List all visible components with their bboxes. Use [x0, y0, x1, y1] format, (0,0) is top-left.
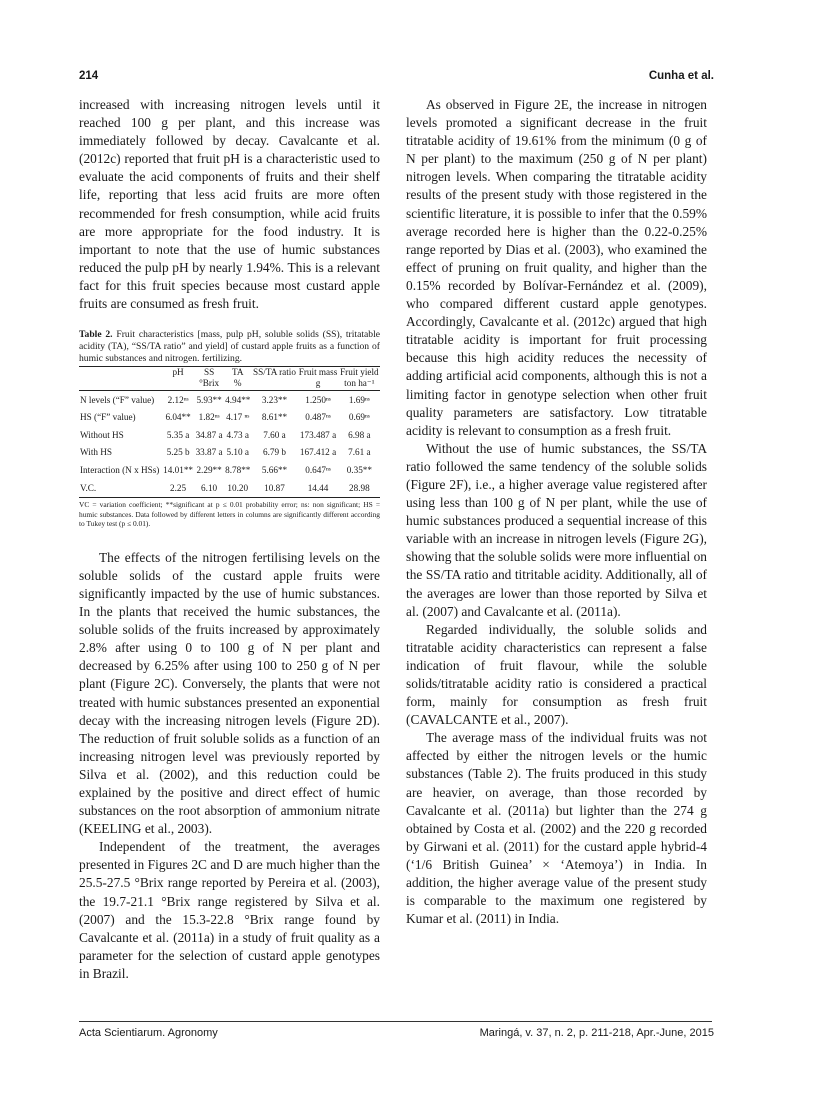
table-cell: 4.73 a: [226, 429, 249, 440]
table-cell: 8.61**: [261, 412, 288, 423]
table-cell: 0.647ⁿˢ: [305, 465, 331, 476]
table-cell: N levels (“F” value): [80, 394, 155, 405]
right-column: [406, 96, 707, 928]
table-header-cell: Fruit mass: [298, 367, 338, 378]
table-caption: [79, 329, 380, 365]
table-cell: 6.04**: [165, 412, 191, 423]
table-cell: 0.69ⁿˢ: [348, 412, 370, 423]
table-cell: 10.20: [227, 482, 249, 493]
table-row: [79, 427, 380, 445]
table-cell: 5.25 b: [166, 447, 190, 458]
table-row: [79, 391, 380, 409]
journal-citation: Maringá, v. 37, n. 2, p. 211-218, Apr.-June, 2015: [479, 1027, 714, 1039]
paragraph: increased with increasing nitrogen levels until it reached 100 g per plant, and this increase was immediately followed by decay. Cavalcante et al. (2012c) reported that fruit pH is a characteristic used to evaluate the acid components of fruits and their shelf life, reporting that less acid fruits are more often recommended for fresh consumption, while acid fruits are more appropriate for the food industry. It is important to note that the use of humic substances reduced the pulp pH by nearly 1.94%. This is a relevant fact for this fruit species because most custard apple fruits are consumed as fresh fruit.: [79, 97, 380, 312]
table-cell: 14.01**: [163, 465, 193, 476]
table-cell: 6.98 a: [348, 429, 371, 440]
table-header-cell: SS/TA ratio: [253, 367, 296, 378]
table-cell: 0.487ⁿˢ: [305, 412, 331, 423]
results-table: [79, 366, 380, 498]
table-header-cell: [79, 367, 162, 379]
table-row: [79, 409, 380, 427]
table-unit-cell: [252, 378, 298, 391]
table-caption-text: Fruit characteristics [mass, pulp pH, soluble solids (SS), tritatable acidity (TA), “SS/TA ratio” and yield] of custard apple fruits as a function of humic substances and nitrogen. fertilizing.: [79, 329, 380, 365]
paragraph: Regarded individually, the soluble solids and titratable acidity characteristics can represent a false indication of fruit flavour, while the soluble solids/titratable acidity ratio is considered a practical form, mainly for consumption as fresh fruit (CAVALCANTE et al., 2007).: [406, 621, 707, 728]
table-header-cell: pH: [172, 367, 184, 378]
paragraph: The average mass of the individual fruits was not affected by either the nitrogen levels or the humic substances (Table 2). The fruits produced in this study are heavier, on average, than those recorded by Cavalcante et al. (2011a) but lighter than the 274 g obtained by Costa et al. (2002) and the 220 g recorded by Girwani et al. (2011) for the custard apple hybrid-4 (‘1/6 British Guinea’ × ‘Atemoya’) in India. In addition, the higher average value of the present study is comparable to the maximum one registered by Kumar et al. (2011) in India.: [406, 730, 707, 927]
table-row: [79, 479, 380, 497]
running-author: Cunha et al.: [648, 70, 714, 82]
table-cell: Interaction (N x HSs): [80, 465, 160, 476]
paragraph: The effects of the nitrogen fertilising levels on the soluble solids of the custard apple fruits were significantly impacted by the use of humic substances. In the plants that received the humic substances, the soluble solids of the fruits increased by approximately 2.8% after using 0 to 100 g of N per plant and decreased by 6.25% after using 100 to 250 g of N per plant (Figure 2C). Conversely, the plants that were not treated with humic substances presented an exponential decay with the increasing nitrogen levels (Figure 2D). The reduction of fruit soluble solids as a function of an increasing nitrogen level was previously reported by Silva et al. (2002), and this reduction could be explained by the positive and direct effect of humic substances on the root absorption of ammonium nitrate (KEELING et al., 2003).: [79, 549, 380, 837]
table-row: [79, 462, 380, 480]
left-column: [79, 96, 380, 983]
paragraph: Independent of the treatment, the averages presented in Figures 2C and D are much higher than the 25.5-27.5 °Brix range reported by Pereira et al. (2003), the 19.7-21.1 °Brix range registered by Silva et al. (2007) and the 15.3-22.8 °Brix range found by Cavalcante et al. (2011a) in a study of fruit quality as a parameter for the selection of custard apple genotypes in Brazil.: [79, 839, 380, 981]
table-cell: 167.412 a: [299, 447, 337, 458]
table-cell: 2.25: [170, 482, 187, 493]
table-cell: 6.79 b: [263, 447, 286, 458]
table-unit-cell: [162, 378, 194, 391]
table-cell: 5.66**: [261, 465, 288, 476]
table-header-cell: TA: [232, 367, 244, 378]
table-unit-cell: g: [297, 378, 338, 391]
page-number: 214: [79, 70, 99, 82]
table-units-row: [79, 378, 380, 391]
table-cell: 0.35**: [346, 465, 372, 476]
table-cell: 1.250ⁿˢ: [305, 394, 331, 405]
table-header-cell: SS: [203, 367, 215, 378]
table-cell: With HS: [80, 447, 113, 458]
table-unit-cell: ton ha⁻¹: [339, 378, 380, 391]
table-cell: 4.94**: [225, 394, 251, 405]
table-cell: 5.10 a: [226, 447, 249, 458]
table-unit-cell: %: [224, 378, 252, 391]
table-cell: 1.69ⁿˢ: [348, 394, 370, 405]
table-note: VC = variation coefficient; **significant at p ≤ 0.01 probability error; ns: non significant; HS = humic substances. Data followed by different letters in columns are significantly different according to Tukey test (p ≤ 0.01).: [79, 499, 380, 529]
journal-name: Acta Scientiarum. Agronomy: [79, 1027, 218, 1039]
table-cell: 173.487 a: [299, 429, 337, 440]
table-cell: Without HS: [80, 429, 124, 440]
table-cell: 33.87 a: [195, 447, 223, 458]
table-cell: 6.10: [201, 482, 218, 493]
table-header-row: [79, 367, 380, 379]
table-cell: 1.82ⁿˢ: [198, 412, 220, 423]
footer-divider: [79, 1021, 712, 1022]
table-cell: 7.60 a: [263, 429, 286, 440]
paragraph: As observed in Figure 2E, the increase in nitrogen levels promoted a significant decrease in the fruit titratable acidity of 19.61% from the minimum (0 g of N per plant) to the maximum (250 g of N per plant) nitrogen levels. When comparing the titratable acidity results of the present study with those registered in the scientific literature, it is possible to infer that the 0.59% average recorded here is higher than the 0.22-0.25% range reported by Dias et al. (2003), who examined the effect of pruning on fruit quality, and higher than the 0.15% recorded by Bolívar-Fernández et al. (2009), who compared different custard apple genotypes. Accordingly, Cavalcante et al. (2012c) argued that high titratable acidity is important for fruit processing because this high acidity reduces the necessity of adding artificial acid components, although this is not a limiting factor in genotype selection when other fruit quality parameters are satisfactory. Low titratable acidity is relevant to consumption as a fresh fruit.: [406, 97, 707, 438]
table-unit-cell: [79, 378, 162, 391]
table-cell: 5.93**: [196, 394, 222, 405]
table-cell: HS (“F” value): [80, 412, 136, 423]
table-row: [79, 444, 380, 462]
table-cell: 3.23**: [261, 394, 288, 405]
table-cell: 4.17 ⁿˢ: [226, 412, 250, 423]
table-cell: 8.78**: [225, 465, 251, 476]
table-cell: 2.29**: [196, 465, 222, 476]
table-unit-cell: °Brix: [194, 378, 224, 391]
table-cell: 34.87 a: [195, 429, 223, 440]
table-cell: 5.35 a: [166, 429, 190, 440]
table-header-cell: Fruit yield: [340, 367, 379, 378]
paragraph: Without the use of humic substances, the SS/TA ratio followed the same tendency of the soluble solids (Figure 2F), i.e., a higher average value registered after using less than 100 g of N per plant, while the use of humic substances produced a sequential increase of this variable with an increase in nitrogen levels (Figure 2G), showing that the soluble solids were more influential on the SS/TA ratio and titritable acidity. Additionally, all of the averages are lower than those reported by Silva et al. (2007) and Cavalcante et al. (2011a).: [406, 440, 707, 619]
table-label: Table 2.: [79, 329, 113, 341]
table-cell: 7.61 a: [348, 447, 371, 458]
table-cell: V.C.: [80, 482, 97, 493]
table-cell: 2.12ⁿˢ: [167, 394, 189, 405]
table-cell: 10.87: [264, 482, 285, 493]
table-cell: 28.98: [349, 482, 370, 493]
table-cell: 14.44: [307, 482, 329, 493]
